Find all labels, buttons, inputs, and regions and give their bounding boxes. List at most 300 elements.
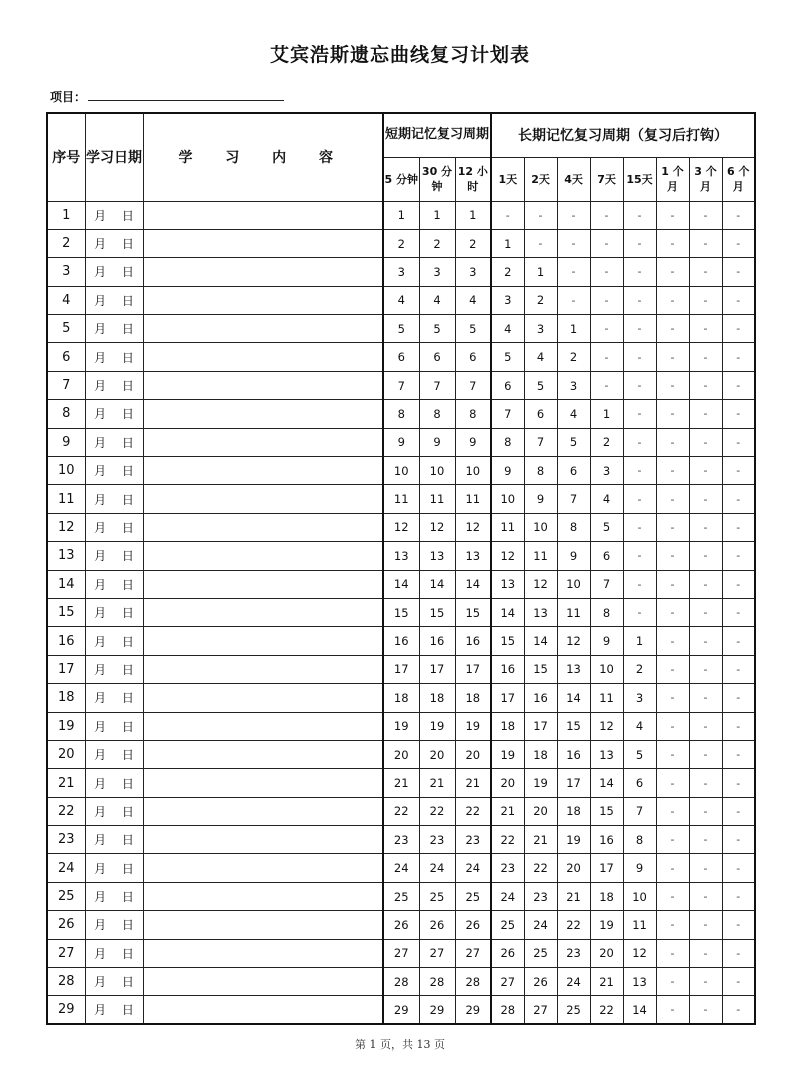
study-content-cell[interactable]: [143, 457, 383, 485]
long-review-cell[interactable]: -: [623, 428, 656, 456]
long-review-cell[interactable]: 17: [557, 769, 590, 797]
study-content-cell[interactable]: [143, 343, 383, 371]
long-review-cell[interactable]: 1: [557, 315, 590, 343]
long-review-cell[interactable]: 23: [557, 939, 590, 967]
short-review-cell[interactable]: 8: [455, 400, 491, 428]
short-review-cell[interactable]: 7: [419, 371, 455, 399]
study-date-cell[interactable]: 月 日: [85, 684, 143, 712]
short-review-cell[interactable]: 9: [383, 428, 419, 456]
short-review-cell[interactable]: 26: [383, 911, 419, 939]
short-review-cell[interactable]: 4: [383, 286, 419, 314]
long-review-cell[interactable]: 12: [491, 542, 524, 570]
long-review-cell[interactable]: -: [557, 258, 590, 286]
study-date-cell[interactable]: 月 日: [85, 627, 143, 655]
study-date-cell[interactable]: 月 日: [85, 655, 143, 683]
study-date-cell[interactable]: 月 日: [85, 315, 143, 343]
short-review-cell[interactable]: 2: [455, 229, 491, 257]
study-date-cell[interactable]: 月 日: [85, 400, 143, 428]
long-review-cell[interactable]: 18: [491, 712, 524, 740]
short-review-cell[interactable]: 25: [419, 882, 455, 910]
long-review-cell[interactable]: -: [689, 826, 722, 854]
long-review-cell[interactable]: -: [656, 627, 689, 655]
study-content-cell[interactable]: [143, 258, 383, 286]
long-review-cell[interactable]: -: [656, 315, 689, 343]
study-date-cell[interactable]: 月 日: [85, 343, 143, 371]
long-review-cell[interactable]: 16: [557, 740, 590, 768]
long-review-cell[interactable]: 16: [524, 684, 557, 712]
long-review-cell[interactable]: 7: [590, 570, 623, 598]
long-review-cell[interactable]: 19: [590, 911, 623, 939]
long-review-cell[interactable]: -: [524, 201, 557, 229]
long-review-cell[interactable]: 10: [491, 485, 524, 513]
long-review-cell[interactable]: -: [656, 740, 689, 768]
study-date-cell[interactable]: 月 日: [85, 542, 143, 570]
long-review-cell[interactable]: 21: [590, 968, 623, 996]
long-review-cell[interactable]: 20: [590, 939, 623, 967]
long-review-cell[interactable]: -: [689, 542, 722, 570]
long-review-cell[interactable]: -: [656, 911, 689, 939]
long-review-cell[interactable]: -: [656, 258, 689, 286]
long-review-cell[interactable]: -: [656, 769, 689, 797]
short-review-cell[interactable]: 14: [419, 570, 455, 598]
short-review-cell[interactable]: 7: [455, 371, 491, 399]
long-review-cell[interactable]: 5: [491, 343, 524, 371]
long-review-cell[interactable]: -: [722, 627, 755, 655]
long-review-cell[interactable]: -: [722, 769, 755, 797]
long-review-cell[interactable]: -: [722, 570, 755, 598]
long-review-cell[interactable]: 3: [491, 286, 524, 314]
short-review-cell[interactable]: 21: [455, 769, 491, 797]
short-review-cell[interactable]: 27: [383, 939, 419, 967]
short-review-cell[interactable]: 2: [383, 229, 419, 257]
short-review-cell[interactable]: 21: [383, 769, 419, 797]
short-review-cell[interactable]: 5: [455, 315, 491, 343]
long-review-cell[interactable]: 10: [524, 513, 557, 541]
long-review-cell[interactable]: -: [590, 371, 623, 399]
long-review-cell[interactable]: -: [524, 229, 557, 257]
study-content-cell[interactable]: [143, 428, 383, 456]
long-review-cell[interactable]: -: [722, 542, 755, 570]
long-review-cell[interactable]: 26: [491, 939, 524, 967]
long-review-cell[interactable]: 19: [557, 826, 590, 854]
long-review-cell[interactable]: -: [722, 996, 755, 1024]
short-review-cell[interactable]: 3: [455, 258, 491, 286]
long-review-cell[interactable]: 13: [491, 570, 524, 598]
long-review-cell[interactable]: 1: [491, 229, 524, 257]
study-date-cell[interactable]: 月 日: [85, 712, 143, 740]
short-review-cell[interactable]: 28: [383, 968, 419, 996]
short-review-cell[interactable]: 10: [455, 457, 491, 485]
study-date-cell[interactable]: 月 日: [85, 854, 143, 882]
long-review-cell[interactable]: -: [656, 428, 689, 456]
long-review-cell[interactable]: -: [689, 229, 722, 257]
short-review-cell[interactable]: 29: [419, 996, 455, 1024]
long-review-cell[interactable]: 16: [491, 655, 524, 683]
short-review-cell[interactable]: 29: [455, 996, 491, 1024]
long-review-cell[interactable]: 7: [557, 485, 590, 513]
long-review-cell[interactable]: -: [623, 598, 656, 626]
study-content-cell[interactable]: [143, 229, 383, 257]
short-review-cell[interactable]: 15: [383, 598, 419, 626]
long-review-cell[interactable]: 21: [524, 826, 557, 854]
long-review-cell[interactable]: 4: [590, 485, 623, 513]
long-review-cell[interactable]: -: [722, 939, 755, 967]
short-review-cell[interactable]: 1: [455, 201, 491, 229]
long-review-cell[interactable]: 3: [557, 371, 590, 399]
long-review-cell[interactable]: 6: [623, 769, 656, 797]
short-review-cell[interactable]: 22: [383, 797, 419, 825]
long-review-cell[interactable]: -: [689, 854, 722, 882]
long-review-cell[interactable]: -: [722, 371, 755, 399]
long-review-cell[interactable]: -: [656, 996, 689, 1024]
long-review-cell[interactable]: 12: [623, 939, 656, 967]
long-review-cell[interactable]: -: [623, 315, 656, 343]
long-review-cell[interactable]: 13: [590, 740, 623, 768]
long-review-cell[interactable]: -: [722, 882, 755, 910]
short-review-cell[interactable]: 21: [419, 769, 455, 797]
long-review-cell[interactable]: 13: [524, 598, 557, 626]
long-review-cell[interactable]: -: [656, 968, 689, 996]
long-review-cell[interactable]: -: [590, 286, 623, 314]
short-review-cell[interactable]: 3: [419, 258, 455, 286]
long-review-cell[interactable]: -: [623, 457, 656, 485]
long-review-cell[interactable]: 19: [524, 769, 557, 797]
long-review-cell[interactable]: -: [722, 968, 755, 996]
long-review-cell[interactable]: 2: [557, 343, 590, 371]
long-review-cell[interactable]: 2: [491, 258, 524, 286]
short-review-cell[interactable]: 17: [455, 655, 491, 683]
long-review-cell[interactable]: -: [656, 854, 689, 882]
long-review-cell[interactable]: 4: [491, 315, 524, 343]
long-review-cell[interactable]: 25: [524, 939, 557, 967]
long-review-cell[interactable]: 26: [524, 968, 557, 996]
long-review-cell[interactable]: 15: [590, 797, 623, 825]
long-review-cell[interactable]: -: [722, 684, 755, 712]
study-date-cell[interactable]: 月 日: [85, 882, 143, 910]
short-review-cell[interactable]: 14: [455, 570, 491, 598]
long-review-cell[interactable]: 22: [524, 854, 557, 882]
long-review-cell[interactable]: -: [722, 826, 755, 854]
long-review-cell[interactable]: -: [491, 201, 524, 229]
long-review-cell[interactable]: -: [656, 201, 689, 229]
long-review-cell[interactable]: -: [656, 457, 689, 485]
long-review-cell[interactable]: -: [689, 513, 722, 541]
long-review-cell[interactable]: 20: [491, 769, 524, 797]
long-review-cell[interactable]: -: [656, 598, 689, 626]
study-date-cell[interactable]: 月 日: [85, 201, 143, 229]
long-review-cell[interactable]: -: [689, 712, 722, 740]
long-review-cell[interactable]: -: [656, 570, 689, 598]
study-date-cell[interactable]: 月 日: [85, 485, 143, 513]
long-review-cell[interactable]: 14: [590, 769, 623, 797]
long-review-cell[interactable]: -: [689, 371, 722, 399]
long-review-cell[interactable]: -: [689, 911, 722, 939]
long-review-cell[interactable]: 15: [491, 627, 524, 655]
long-review-cell[interactable]: -: [557, 286, 590, 314]
long-review-cell[interactable]: -: [656, 400, 689, 428]
study-content-cell[interactable]: [143, 655, 383, 683]
short-review-cell[interactable]: 16: [419, 627, 455, 655]
study-content-cell[interactable]: [143, 371, 383, 399]
study-content-cell[interactable]: [143, 712, 383, 740]
long-review-cell[interactable]: -: [656, 542, 689, 570]
long-review-cell[interactable]: -: [722, 740, 755, 768]
long-review-cell[interactable]: -: [689, 485, 722, 513]
study-content-cell[interactable]: [143, 598, 383, 626]
long-review-cell[interactable]: -: [722, 457, 755, 485]
study-date-cell[interactable]: 月 日: [85, 996, 143, 1024]
long-review-cell[interactable]: -: [722, 286, 755, 314]
short-review-cell[interactable]: 23: [455, 826, 491, 854]
long-review-cell[interactable]: -: [656, 684, 689, 712]
long-review-cell[interactable]: -: [689, 655, 722, 683]
short-review-cell[interactable]: 23: [419, 826, 455, 854]
long-review-cell[interactable]: 21: [491, 797, 524, 825]
long-review-cell[interactable]: 24: [524, 911, 557, 939]
short-review-cell[interactable]: 6: [419, 343, 455, 371]
study-content-cell[interactable]: [143, 315, 383, 343]
long-review-cell[interactable]: 9: [623, 854, 656, 882]
short-review-cell[interactable]: 24: [455, 854, 491, 882]
long-review-cell[interactable]: 4: [623, 712, 656, 740]
long-review-cell[interactable]: 6: [557, 457, 590, 485]
short-review-cell[interactable]: 5: [383, 315, 419, 343]
long-review-cell[interactable]: 9: [590, 627, 623, 655]
long-review-cell[interactable]: -: [689, 201, 722, 229]
long-review-cell[interactable]: -: [722, 258, 755, 286]
short-review-cell[interactable]: 26: [419, 911, 455, 939]
long-review-cell[interactable]: -: [656, 485, 689, 513]
long-review-cell[interactable]: -: [689, 740, 722, 768]
long-review-cell[interactable]: -: [722, 201, 755, 229]
short-review-cell[interactable]: 25: [383, 882, 419, 910]
short-review-cell[interactable]: 19: [455, 712, 491, 740]
long-review-cell[interactable]: -: [656, 797, 689, 825]
study-content-cell[interactable]: [143, 201, 383, 229]
short-review-cell[interactable]: 11: [383, 485, 419, 513]
long-review-cell[interactable]: 1: [623, 627, 656, 655]
long-review-cell[interactable]: -: [722, 712, 755, 740]
long-review-cell[interactable]: 22: [590, 996, 623, 1024]
long-review-cell[interactable]: -: [557, 201, 590, 229]
study-content-cell[interactable]: [143, 485, 383, 513]
short-review-cell[interactable]: 24: [419, 854, 455, 882]
long-review-cell[interactable]: 18: [557, 797, 590, 825]
study-content-cell[interactable]: [143, 797, 383, 825]
long-review-cell[interactable]: -: [722, 315, 755, 343]
short-review-cell[interactable]: 26: [455, 911, 491, 939]
study-date-cell[interactable]: 月 日: [85, 258, 143, 286]
short-review-cell[interactable]: 17: [419, 655, 455, 683]
long-review-cell[interactable]: -: [656, 371, 689, 399]
short-review-cell[interactable]: 15: [419, 598, 455, 626]
long-review-cell[interactable]: -: [623, 201, 656, 229]
long-review-cell[interactable]: -: [689, 400, 722, 428]
short-review-cell[interactable]: 8: [383, 400, 419, 428]
study-content-cell[interactable]: [143, 740, 383, 768]
short-review-cell[interactable]: 7: [383, 371, 419, 399]
study-date-cell[interactable]: 月 日: [85, 570, 143, 598]
long-review-cell[interactable]: 5: [623, 740, 656, 768]
study-content-cell[interactable]: [143, 513, 383, 541]
long-review-cell[interactable]: -: [722, 513, 755, 541]
study-content-cell[interactable]: [143, 826, 383, 854]
short-review-cell[interactable]: 27: [455, 939, 491, 967]
long-review-cell[interactable]: -: [623, 258, 656, 286]
short-review-cell[interactable]: 28: [419, 968, 455, 996]
long-review-cell[interactable]: -: [689, 598, 722, 626]
short-review-cell[interactable]: 8: [419, 400, 455, 428]
long-review-cell[interactable]: 17: [590, 854, 623, 882]
long-review-cell[interactable]: 22: [557, 911, 590, 939]
long-review-cell[interactable]: 3: [590, 457, 623, 485]
study-content-cell[interactable]: [143, 400, 383, 428]
long-review-cell[interactable]: -: [689, 286, 722, 314]
long-review-cell[interactable]: 5: [557, 428, 590, 456]
long-review-cell[interactable]: -: [722, 797, 755, 825]
study-date-cell[interactable]: 月 日: [85, 826, 143, 854]
long-review-cell[interactable]: -: [656, 882, 689, 910]
long-review-cell[interactable]: 8: [590, 598, 623, 626]
short-review-cell[interactable]: 9: [419, 428, 455, 456]
long-review-cell[interactable]: 7: [524, 428, 557, 456]
short-review-cell[interactable]: 3: [383, 258, 419, 286]
long-review-cell[interactable]: 15: [524, 655, 557, 683]
long-review-cell[interactable]: -: [623, 513, 656, 541]
long-review-cell[interactable]: 27: [524, 996, 557, 1024]
short-review-cell[interactable]: 20: [419, 740, 455, 768]
short-review-cell[interactable]: 23: [383, 826, 419, 854]
short-review-cell[interactable]: 20: [455, 740, 491, 768]
short-review-cell[interactable]: 16: [455, 627, 491, 655]
long-review-cell[interactable]: 23: [491, 854, 524, 882]
short-review-cell[interactable]: 11: [455, 485, 491, 513]
study-content-cell[interactable]: [143, 968, 383, 996]
long-review-cell[interactable]: 8: [524, 457, 557, 485]
long-review-cell[interactable]: 20: [524, 797, 557, 825]
short-review-cell[interactable]: 24: [383, 854, 419, 882]
long-review-cell[interactable]: -: [590, 258, 623, 286]
long-review-cell[interactable]: 1: [590, 400, 623, 428]
long-review-cell[interactable]: 18: [590, 882, 623, 910]
long-review-cell[interactable]: 3: [524, 315, 557, 343]
long-review-cell[interactable]: -: [623, 229, 656, 257]
long-review-cell[interactable]: -: [623, 286, 656, 314]
long-review-cell[interactable]: 11: [524, 542, 557, 570]
long-review-cell[interactable]: 2: [524, 286, 557, 314]
short-review-cell[interactable]: 1: [419, 201, 455, 229]
long-review-cell[interactable]: -: [689, 457, 722, 485]
long-review-cell[interactable]: -: [590, 315, 623, 343]
long-review-cell[interactable]: 2: [623, 655, 656, 683]
short-review-cell[interactable]: 10: [419, 457, 455, 485]
study-date-cell[interactable]: 月 日: [85, 428, 143, 456]
long-review-cell[interactable]: 14: [557, 684, 590, 712]
long-review-cell[interactable]: -: [623, 371, 656, 399]
study-content-cell[interactable]: [143, 882, 383, 910]
long-review-cell[interactable]: 25: [491, 911, 524, 939]
long-review-cell[interactable]: 15: [557, 712, 590, 740]
long-review-cell[interactable]: -: [689, 939, 722, 967]
long-review-cell[interactable]: -: [623, 400, 656, 428]
study-date-cell[interactable]: 月 日: [85, 229, 143, 257]
short-review-cell[interactable]: 12: [383, 513, 419, 541]
short-review-cell[interactable]: 19: [383, 712, 419, 740]
long-review-cell[interactable]: -: [689, 769, 722, 797]
short-review-cell[interactable]: 2: [419, 229, 455, 257]
long-review-cell[interactable]: -: [590, 201, 623, 229]
short-review-cell[interactable]: 4: [455, 286, 491, 314]
long-review-cell[interactable]: 10: [590, 655, 623, 683]
short-review-cell[interactable]: 16: [383, 627, 419, 655]
long-review-cell[interactable]: 17: [524, 712, 557, 740]
study-date-cell[interactable]: 月 日: [85, 939, 143, 967]
long-review-cell[interactable]: -: [623, 542, 656, 570]
long-review-cell[interactable]: -: [689, 797, 722, 825]
long-review-cell[interactable]: 6: [590, 542, 623, 570]
long-review-cell[interactable]: 12: [524, 570, 557, 598]
study-content-cell[interactable]: [143, 854, 383, 882]
short-review-cell[interactable]: 18: [419, 684, 455, 712]
long-review-cell[interactable]: 6: [491, 371, 524, 399]
long-review-cell[interactable]: 12: [557, 627, 590, 655]
short-review-cell[interactable]: 18: [383, 684, 419, 712]
long-review-cell[interactable]: -: [689, 315, 722, 343]
long-review-cell[interactable]: -: [689, 627, 722, 655]
long-review-cell[interactable]: -: [656, 343, 689, 371]
short-review-cell[interactable]: 18: [455, 684, 491, 712]
long-review-cell[interactable]: 10: [623, 882, 656, 910]
long-review-cell[interactable]: 5: [524, 371, 557, 399]
long-review-cell[interactable]: 18: [524, 740, 557, 768]
long-review-cell[interactable]: -: [590, 343, 623, 371]
short-review-cell[interactable]: 5: [419, 315, 455, 343]
project-input-line[interactable]: [88, 100, 284, 101]
long-review-cell[interactable]: 1: [524, 258, 557, 286]
study-date-cell[interactable]: 月 日: [85, 371, 143, 399]
long-review-cell[interactable]: -: [689, 996, 722, 1024]
long-review-cell[interactable]: 5: [590, 513, 623, 541]
long-review-cell[interactable]: 14: [491, 598, 524, 626]
long-review-cell[interactable]: -: [689, 343, 722, 371]
study-date-cell[interactable]: 月 日: [85, 911, 143, 939]
short-review-cell[interactable]: 1: [383, 201, 419, 229]
long-review-cell[interactable]: 7: [623, 797, 656, 825]
long-review-cell[interactable]: 16: [590, 826, 623, 854]
short-review-cell[interactable]: 22: [455, 797, 491, 825]
long-review-cell[interactable]: 28: [491, 996, 524, 1024]
long-review-cell[interactable]: -: [656, 655, 689, 683]
long-review-cell[interactable]: -: [623, 343, 656, 371]
long-review-cell[interactable]: 4: [557, 400, 590, 428]
long-review-cell[interactable]: -: [656, 939, 689, 967]
study-date-cell[interactable]: 月 日: [85, 286, 143, 314]
long-review-cell[interactable]: -: [722, 428, 755, 456]
long-review-cell[interactable]: 11: [590, 684, 623, 712]
study-content-cell[interactable]: [143, 570, 383, 598]
long-review-cell[interactable]: 6: [524, 400, 557, 428]
long-review-cell[interactable]: 27: [491, 968, 524, 996]
short-review-cell[interactable]: 27: [419, 939, 455, 967]
short-review-cell[interactable]: 17: [383, 655, 419, 683]
short-review-cell[interactable]: 15: [455, 598, 491, 626]
study-content-cell[interactable]: [143, 911, 383, 939]
short-review-cell[interactable]: 20: [383, 740, 419, 768]
long-review-cell[interactable]: -: [722, 911, 755, 939]
short-review-cell[interactable]: 12: [419, 513, 455, 541]
long-review-cell[interactable]: -: [623, 485, 656, 513]
long-review-cell[interactable]: 14: [524, 627, 557, 655]
